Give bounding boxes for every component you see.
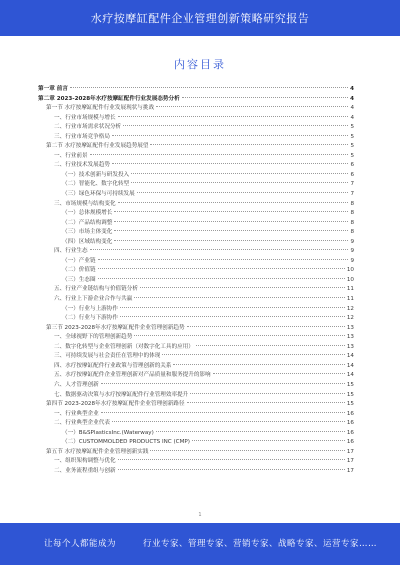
toc-entry-page: 9 [350, 248, 354, 255]
toc-leader-dots [150, 450, 344, 451]
toc-leader-dots [112, 163, 348, 164]
toc-entry[interactable] [38, 142, 354, 152]
toc-entry-page: 16 [346, 410, 354, 417]
toc-entry[interactable] [38, 123, 354, 133]
toc-leader-dots [150, 144, 348, 145]
toc-entry-text: （一）行业与上游协作 [62, 305, 118, 312]
toc-entry-page: 10 [346, 276, 354, 283]
toc-entry-page: 13 [346, 324, 354, 331]
toc-leader-dots [173, 364, 344, 365]
toc-entry[interactable] [38, 343, 354, 353]
toc-leader-dots [120, 316, 345, 317]
toc-entry-page: 4 [350, 114, 354, 121]
toc-entry-text: （一）技术创新与研发投入 [62, 171, 130, 178]
toc-entry-text: 二、数字化转型与企业管理创新（对数字化工具的应用） [54, 343, 194, 350]
toc-entry-page: 4 [350, 86, 354, 92]
toc-leader-dots [182, 97, 348, 98]
footer-bar [0, 523, 400, 565]
toc-entry-page: 4 [350, 95, 354, 102]
toc-entry-text: 第五节 水疗按摩缸配件企业管理创新实践 [46, 448, 149, 455]
toc-leader-dots [131, 173, 348, 174]
toc-entry[interactable] [38, 219, 354, 229]
toc-leader-dots [162, 354, 345, 355]
toc-entry[interactable] [38, 457, 354, 467]
toc-entry[interactable] [38, 247, 354, 257]
toc-entry-text: （二）智能化、数字化转型 [62, 181, 130, 188]
toc-entry-text: 四、行业生态 [54, 248, 88, 255]
toc-entry-text: （三）绿色环保与可持续发展 [62, 191, 135, 198]
toc-leader-dots [114, 230, 348, 231]
toc-entry-text: （一）产业链 [62, 257, 96, 264]
toc-heading: 内容目录 [174, 58, 226, 71]
toc-entry-page: 17 [346, 467, 354, 474]
toc-entry-text: 第二章 2023-2028年水疗按摩缸配件行业发展态势分析 [38, 95, 180, 102]
toc-leader-dots [213, 373, 345, 374]
toc-leader-dots [192, 440, 345, 441]
toc-entry-text: 第一节 水疗按摩缸配件行业发展现状与挑战 [46, 105, 155, 112]
toc-entry[interactable] [38, 228, 354, 238]
toc-leader-dots [137, 192, 349, 193]
toc-entry-page: 14 [346, 362, 354, 369]
toc-leader-dots [123, 125, 348, 126]
toc-entry-page: 9 [350, 257, 354, 264]
toc-entry[interactable] [38, 95, 354, 105]
toc-leader-dots [118, 202, 349, 203]
toc-entry[interactable] [38, 438, 354, 448]
toc-entry[interactable] [38, 104, 354, 114]
toc-leader-dots [156, 106, 348, 107]
toc-entry-page: 5 [350, 143, 354, 150]
toc-entry[interactable] [38, 333, 354, 343]
toc-entry-text: 二、业务流程重组与创新 [54, 467, 116, 474]
toc-entry-page: 17 [346, 448, 354, 455]
toc-entry-page: 15 [346, 391, 354, 398]
toc-entry-page: 5 [350, 124, 354, 131]
toc-entry[interactable] [38, 448, 354, 458]
toc-entry-text: 第二节 水疗按摩缸配件行业发展趋势展望 [46, 143, 149, 150]
toc-leader-dots [187, 326, 345, 327]
toc-entry[interactable] [38, 114, 354, 124]
toc-entry[interactable] [38, 200, 354, 210]
toc-entry[interactable] [38, 257, 354, 267]
toc-entry-page: 11 [346, 296, 354, 303]
toc-entry-page: 11 [346, 286, 354, 293]
toc-entry-text: （二）产品结构调整 [62, 219, 113, 226]
footer-tagline: 行业专家、管理专家、营销专家、战略专家、运营专家…… [143, 539, 378, 549]
toc-entry-text: 七、数据驱动决策与水疗按摩缸配件行业管理效率提升 [54, 391, 189, 398]
toc-leader-dots [112, 135, 348, 136]
toc-entry[interactable] [38, 152, 354, 162]
toc-entry-text: （三）生态圈 [62, 276, 96, 283]
toc-entry-text: （二）价值链 [62, 267, 96, 274]
toc-entry[interactable] [38, 305, 354, 315]
toc-entry-page: 16 [346, 429, 354, 436]
toc-entry-page: 8 [350, 219, 354, 226]
toc-entry-page: 10 [346, 267, 354, 274]
toc-leader-dots [101, 383, 345, 384]
toc-entry-text: 第三节 2023-2028年水疗按摩缸配件企业管理创新趋势 [46, 324, 185, 331]
toc-entry-text: 五、行业产业链结构与价值链分析 [54, 286, 138, 293]
toc-entry[interactable] [38, 362, 354, 372]
toc-entry-text: （四）区域结构变化 [62, 238, 113, 245]
toc-entry-page: 13 [346, 334, 354, 341]
toc-entry-text: 五、水疗按摩缸配件企业管理创新对产品质量和服务提升的影响 [54, 372, 211, 379]
toc-entry-page: 8 [350, 200, 354, 207]
toc-entry[interactable] [38, 419, 354, 429]
toc-entry-page: 5 [350, 133, 354, 140]
footer-slogan: 让每个人都能成为 [44, 539, 117, 549]
toc-entry-text: 二、行业典型企业代表 [54, 420, 110, 427]
toc-entry-page: 9 [350, 238, 354, 245]
toc-entry-page: 8 [350, 210, 354, 217]
toc-leader-dots [120, 307, 345, 308]
toc-entry-page: 8 [350, 229, 354, 236]
toc-entry-text: 六、行业上下游企业合作与共赢 [54, 296, 133, 303]
toc-entry[interactable] [38, 190, 354, 200]
toc-leader-dots [196, 345, 345, 346]
toc-leader-dots [90, 249, 349, 250]
toc-entry[interactable] [38, 391, 354, 401]
toc-leader-dots [101, 412, 345, 413]
toc-entry-page: 12 [346, 315, 354, 322]
report-title: 水疗按摩缸配件企业管理创新策略研究报告 [90, 12, 310, 25]
toc-entry[interactable] [38, 133, 354, 143]
toc-entry[interactable] [38, 400, 354, 410]
toc-leader-dots [114, 240, 348, 241]
toc-entry[interactable] [38, 161, 354, 171]
toc-entry-text: （二）行业与下游协作 [62, 315, 118, 322]
toc-entry[interactable] [38, 352, 354, 362]
toc-entry-text: 一、行业市场规模与增长 [54, 114, 116, 121]
toc-entry-page: 14 [346, 372, 354, 379]
toc-leader-dots [112, 421, 345, 422]
toc-leader-dots [98, 259, 349, 260]
toc-entry-text: （一）总体规模增长 [62, 210, 113, 217]
toc-leader-dots [190, 393, 345, 394]
toc-entry-text: 第四节 2023-2028年水疗按摩缸配件企业管理创新路径 [46, 401, 185, 408]
toc-entry[interactable] [38, 209, 354, 219]
toc-entry-page: 15 [346, 401, 354, 408]
toc-entry-page: 16 [346, 439, 354, 446]
toc-entry-text: 一、行业典型企业 [54, 410, 99, 417]
toc-leader-dots [118, 116, 349, 117]
toc-entry-page: 14 [346, 353, 354, 360]
toc-entry[interactable] [38, 371, 354, 381]
toc-entry-page: 17 [346, 458, 354, 465]
toc-leader-dots [131, 182, 348, 183]
toc-entry[interactable] [38, 276, 354, 286]
toc-entry-text: 六、人才管理创新 [54, 381, 99, 388]
toc-entry[interactable] [38, 410, 354, 420]
toc-entry[interactable] [38, 467, 354, 477]
page-number: 1 [198, 512, 202, 518]
toc-entry[interactable] [38, 85, 354, 95]
toc-entry[interactable] [38, 324, 354, 334]
toc-entry-page: 6 [350, 171, 354, 178]
toc-entry-page: 13 [346, 343, 354, 350]
toc-leader-dots [118, 469, 345, 470]
toc-leader-dots [118, 459, 345, 460]
toc-entry-text: 一、行业前景 [54, 152, 88, 159]
table-of-contents [38, 85, 354, 476]
toc-entry-text: 四、水疗按摩缸配件行业政策与管理创新的关系 [54, 362, 172, 369]
toc-leader-dots [140, 287, 345, 288]
toc-leader-dots [98, 278, 345, 279]
toc-entry-page: 4 [350, 105, 354, 112]
toc-entry-page: 6 [350, 162, 354, 169]
toc-leader-dots [98, 268, 345, 269]
toc-leader-dots [114, 211, 348, 212]
toc-entry-text: 一、组织架构调整与优化 [54, 458, 116, 465]
toc-leader-dots [187, 402, 345, 403]
toc-entry-text: 三、行业市场竞争格局 [54, 133, 110, 140]
toc-leader-dots [114, 221, 348, 222]
toc-entry[interactable] [38, 171, 354, 181]
toc-entry-page: 7 [350, 181, 354, 188]
toc-entry[interactable] [38, 285, 354, 295]
toc-leader-dots [156, 431, 345, 432]
toc-entry[interactable] [38, 429, 354, 439]
toc-entry-text: 三、可持续发展与社会责任在管理中的体现 [54, 353, 161, 360]
toc-entry-text: 一、全球视野下的管理创新趋势 [54, 334, 133, 341]
toc-entry[interactable] [38, 180, 354, 190]
toc-leader-dots [134, 297, 345, 298]
toc-entry-text: （一）B&SPlasticsInc.(Waterway) [62, 429, 154, 436]
toc-entry-page: 16 [346, 420, 354, 427]
toc-entry-text: 二、行业市场需求状况分析 [54, 124, 122, 131]
toc-entry[interactable] [38, 238, 354, 248]
toc-leader-dots [134, 335, 345, 336]
header-bar [0, 0, 400, 36]
toc-leader-dots [70, 87, 348, 88]
toc-entry[interactable] [38, 295, 354, 305]
toc-entry-page: 7 [350, 191, 354, 198]
toc-entry[interactable] [38, 314, 354, 324]
toc-entry-text: 二、行业技术发展趋势 [54, 162, 110, 169]
toc-entry-page: 5 [350, 152, 354, 159]
toc-entry-text: 第一章 前言 [38, 86, 68, 92]
toc-leader-dots [90, 154, 349, 155]
toc-entry-text: （二）CUSTOMMOLDED PRODUCTS INC (CMP) [62, 439, 190, 446]
toc-entry-page: 15 [346, 381, 354, 388]
toc-entry-text: 三、市场规模与结构变化 [54, 200, 116, 207]
toc-entry[interactable] [38, 381, 354, 391]
toc-entry[interactable] [38, 266, 354, 276]
toc-entry-page: 12 [346, 305, 354, 312]
toc-entry-text: （三）市场主体变化 [62, 229, 113, 236]
